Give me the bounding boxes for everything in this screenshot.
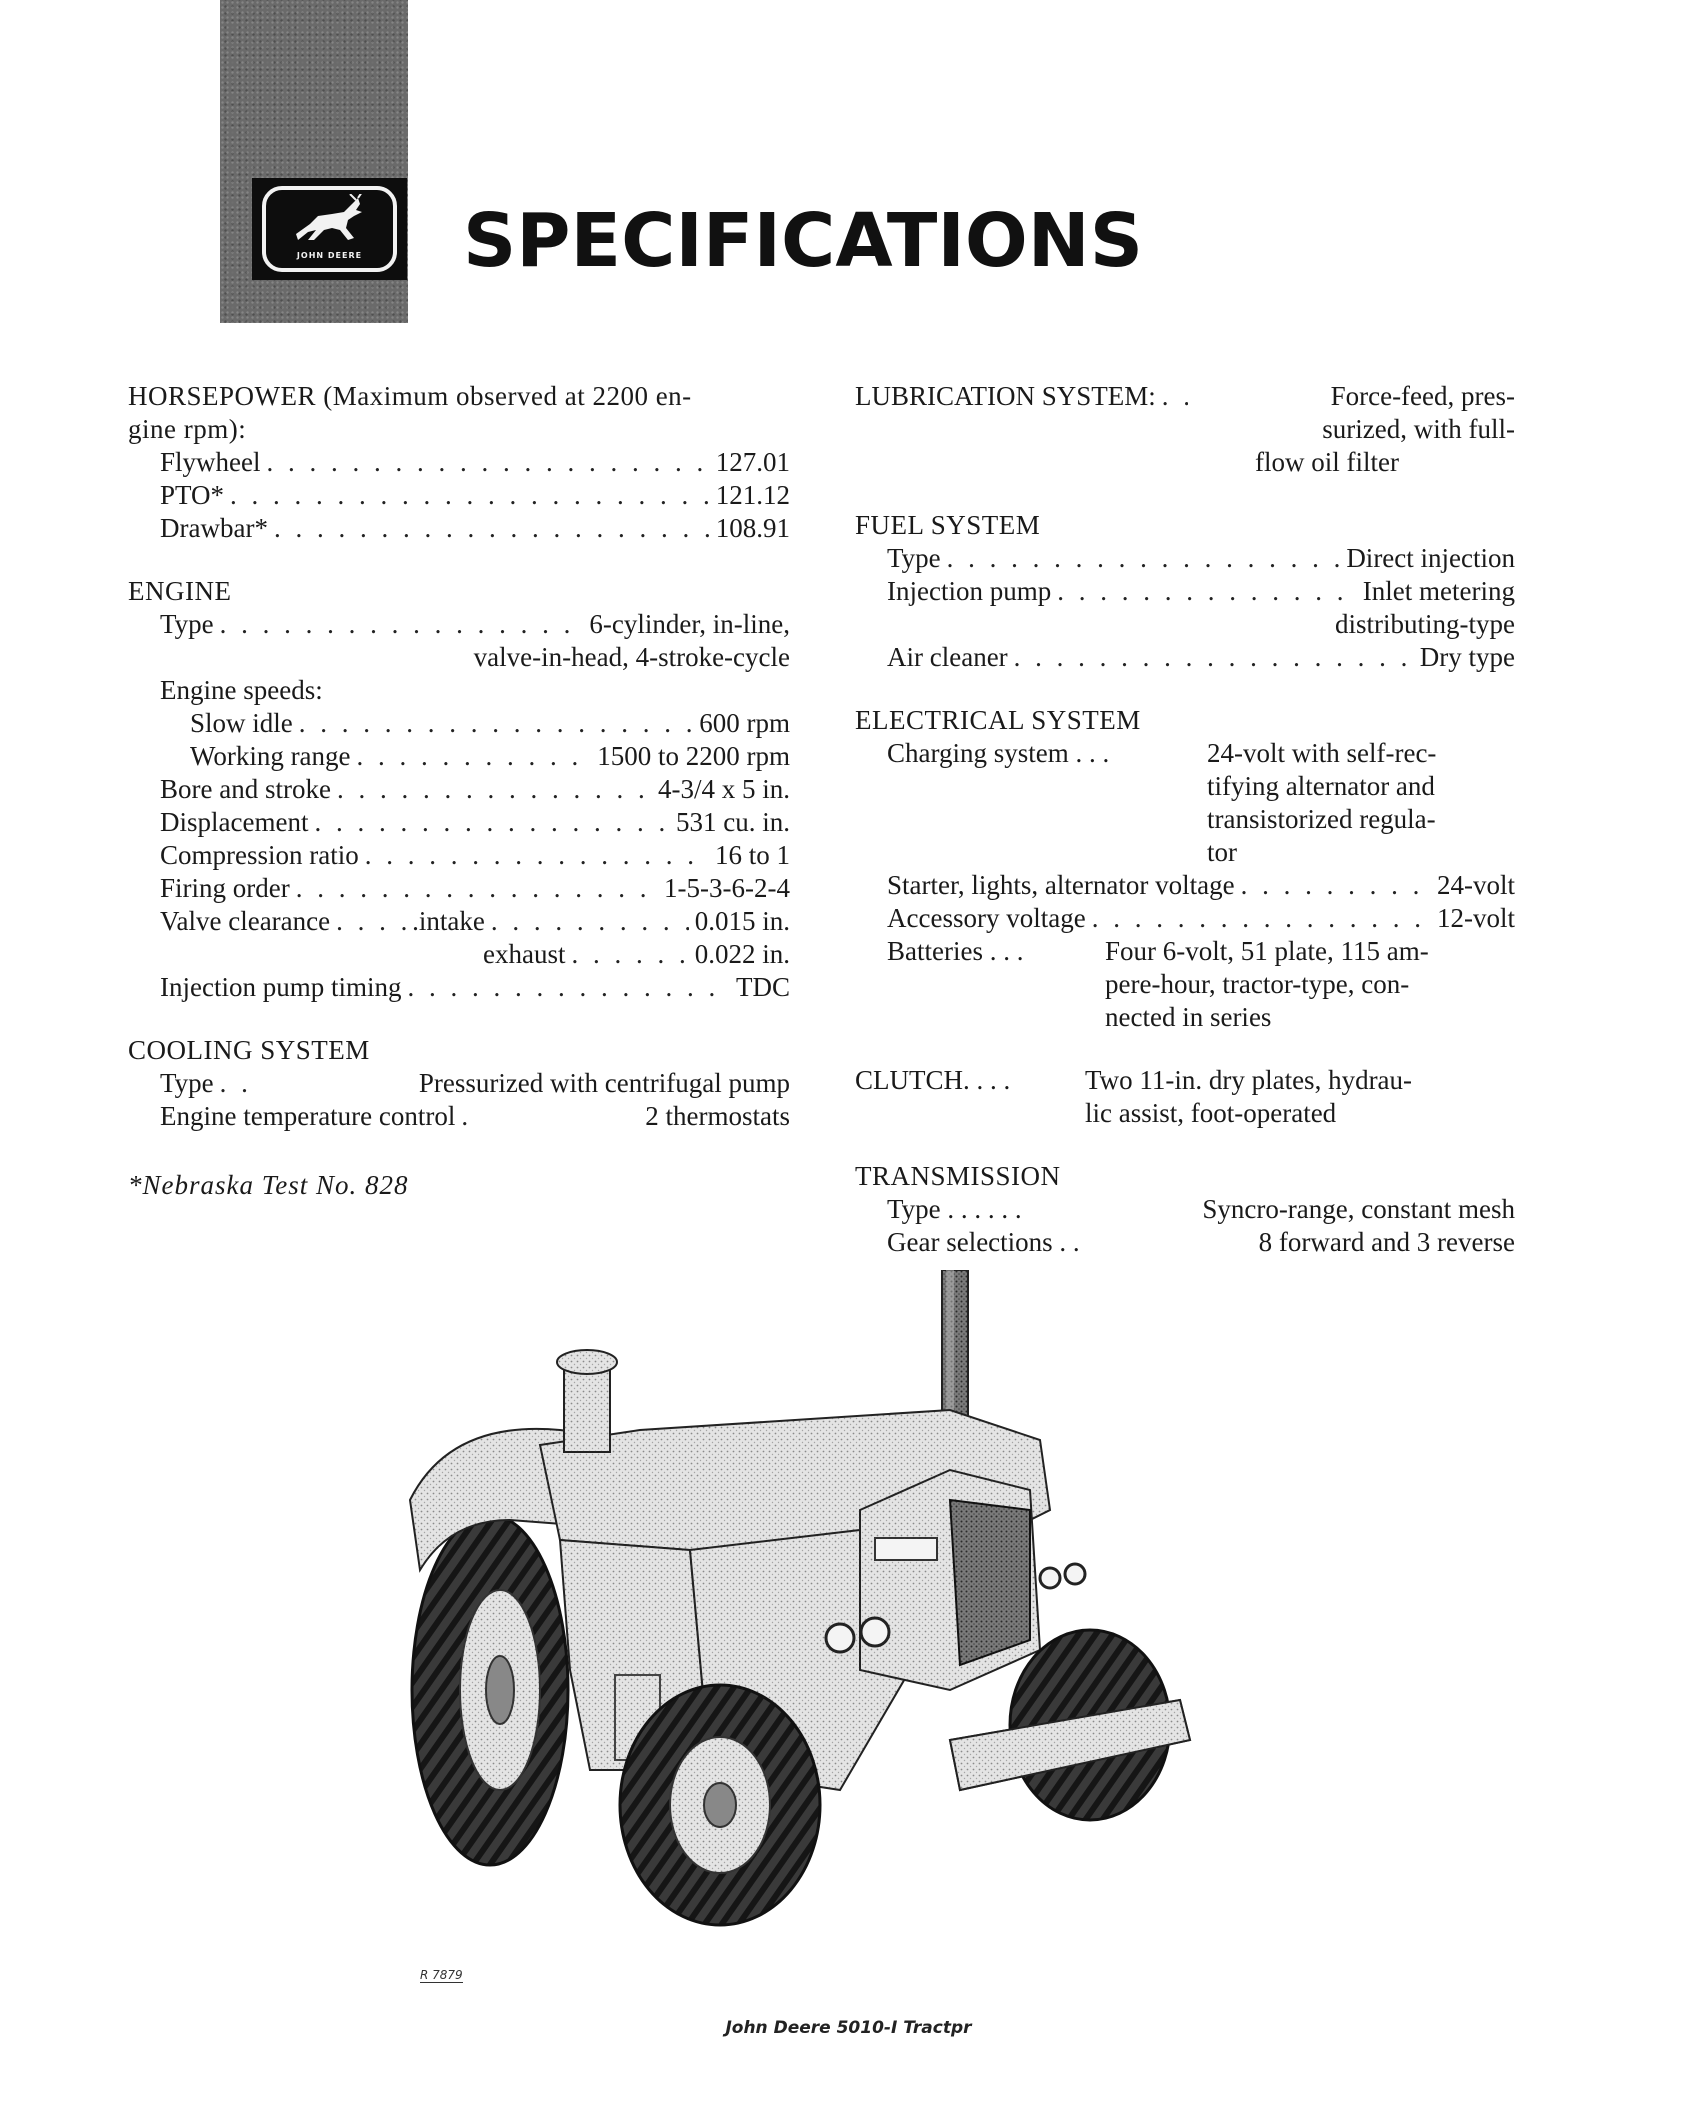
spec-value: 0.022 in.	[694, 939, 790, 969]
clutch-section	[855, 1064, 1515, 1130]
transmission-section	[855, 1160, 1515, 1259]
spec-value: 1-5-3-6-2-4	[664, 873, 790, 903]
fuel-type-row	[855, 542, 1515, 575]
spec-value: 121.12	[715, 480, 790, 510]
fuel-section	[855, 509, 1515, 674]
gear-selections-row	[855, 1226, 1515, 1259]
tractor-illustration	[390, 1270, 1250, 1970]
engine-section	[128, 575, 790, 1004]
clutch-value	[1085, 1064, 1412, 1130]
charging-system-row	[855, 737, 1515, 869]
transmission-heading: TRANSMISSION	[855, 1161, 1061, 1191]
spec-label: Type	[160, 1068, 214, 1098]
drawbar-row	[128, 512, 790, 545]
engine-type-row	[128, 608, 790, 641]
leader-dots	[314, 806, 670, 839]
spec-value: Force-feed, pres-	[1330, 381, 1515, 411]
page-title: SPECIFICATIONS	[463, 198, 1143, 284]
displacement-row	[128, 806, 790, 839]
accessory-voltage-row	[855, 902, 1515, 935]
spec-label: Slow idle	[190, 708, 293, 738]
spec-label: Accessory voltage	[887, 903, 1086, 933]
spec-value: Direct injection	[1346, 543, 1515, 573]
leader-dots	[491, 905, 689, 938]
electrical-section	[855, 704, 1515, 1034]
spec-value: Syncro-range, constant mesh	[1202, 1194, 1515, 1224]
spec-label: Batteries . . .	[887, 936, 1024, 966]
spec-value: TDC	[736, 972, 790, 1002]
leader-dots	[1241, 869, 1431, 902]
leader-dots	[274, 512, 710, 545]
spec-label: Bore and stroke	[160, 774, 331, 804]
spec-label: Type . . . . . .	[887, 1194, 1022, 1224]
logo-frame	[262, 186, 397, 272]
spec-label: Firing order	[160, 873, 290, 903]
spec-value: 531 cu. in.	[676, 807, 790, 837]
lubrication-section	[855, 380, 1515, 479]
spec-value: 24-volt with self-rec-	[1207, 738, 1437, 768]
transmission-type-row	[855, 1193, 1515, 1226]
working-range-row	[128, 740, 790, 773]
clutch-heading: CLUTCH. . . .	[855, 1065, 1011, 1095]
leader-dots	[1162, 380, 1188, 413]
spec-value: pere-hour, tractor-type, con-	[1105, 969, 1410, 999]
spec-label: Compression ratio	[160, 840, 359, 870]
air-cleaner-row	[855, 641, 1515, 674]
compression-row	[128, 839, 790, 872]
flywheel-row	[128, 446, 790, 479]
spec-label: Working range	[190, 741, 351, 771]
electrical-heading: ELECTRICAL SYSTEM	[855, 705, 1141, 735]
leader-dots	[267, 446, 710, 479]
spec-label: Air cleaner	[887, 642, 1008, 672]
left-spec-column	[128, 380, 790, 1163]
spec-value: Pressurized with centrifugal pump	[418, 1068, 790, 1098]
lubrication-heading: LUBRICATION SYSTEM:	[855, 381, 1156, 411]
nebraska-test-footnote: *Nebraska Test No. 828	[128, 1170, 409, 1200]
slow-idle-row	[128, 707, 790, 740]
spec-value: Four 6-volt, 51 plate, 115 am-	[1105, 936, 1429, 966]
spec-value: Two 11-in. dry plates, hydrau-	[1085, 1065, 1413, 1095]
figure-caption: John Deere 5010-I Tractpr	[725, 2018, 972, 2038]
spec-label: Type	[887, 543, 941, 573]
john-deere-logo	[252, 178, 407, 280]
engine-type-cont: valve-in-head, 4-stroke-cycle	[473, 642, 790, 672]
spec-value: 4-3/4 x 5 in.	[658, 774, 790, 804]
temperature-control-row	[128, 1100, 790, 1133]
spec-label: Drawbar*	[160, 513, 268, 543]
cooling-heading: COOLING SYSTEM	[128, 1035, 370, 1065]
pump-timing-row	[128, 971, 790, 1004]
spec-label: Flywheel	[160, 447, 261, 477]
horsepower-heading-cont: gine rpm):	[128, 414, 247, 444]
cooling-type-row	[128, 1067, 790, 1100]
spec-label: Engine temperature control	[160, 1101, 456, 1131]
batteries-value	[1105, 935, 1429, 1034]
valve-exhaust-row	[128, 938, 790, 971]
horsepower-section	[128, 380, 790, 545]
valve-intake-row	[128, 905, 790, 938]
spec-label: Injection pump	[887, 576, 1052, 606]
leader-dots	[1014, 641, 1414, 674]
horsepower-heading: HORSEPOWER (Maximum observed at 2200 en-	[128, 381, 692, 411]
spec-value: tor	[1207, 837, 1237, 867]
spec-value: 2 thermostats	[645, 1101, 790, 1131]
leaping-deer-icon	[288, 194, 378, 250]
spec-label: PTO*	[160, 480, 225, 510]
spec-value: 8 forward and 3 reverse	[1258, 1227, 1515, 1257]
firing-order-row	[128, 872, 790, 905]
spec-value: lic assist, foot-operated	[1085, 1098, 1337, 1128]
spec-sublabel: .intake	[412, 906, 485, 936]
leader-dots	[407, 971, 730, 1004]
spec-value: 6-cylinder, in-line,	[589, 609, 790, 639]
leader-dots	[336, 905, 406, 938]
leader-dots	[571, 938, 688, 971]
spec-value: transistorized regula-	[1207, 804, 1436, 834]
starter-voltage-row	[855, 869, 1515, 902]
leader-dots	[357, 740, 592, 773]
spec-value: nected in series	[1105, 1002, 1272, 1032]
lubrication-cont: flow oil filter	[1255, 447, 1399, 477]
spec-label: Starter, lights, alternator voltage	[887, 870, 1235, 900]
leader-dots	[1057, 575, 1357, 608]
spec-label: Injection pump timing	[160, 972, 402, 1002]
spec-value: 16 to 1	[714, 840, 790, 870]
spec-value: 1500 to 2200 rpm	[597, 741, 790, 771]
leader-dots	[220, 608, 584, 641]
injection-pump-cont: distributing-type	[1335, 609, 1515, 639]
spec-value: 0.015 in.	[694, 906, 790, 936]
leader-dots	[1092, 902, 1431, 935]
leader-dots	[230, 479, 710, 512]
leader-dots	[299, 707, 693, 740]
spec-sublabel: exhaust	[483, 939, 566, 969]
spec-label: Displacement	[160, 807, 309, 837]
lubrication-row	[855, 380, 1515, 413]
spec-value: 12-volt	[1437, 903, 1515, 933]
logo-text: JOHN DEERE	[296, 251, 363, 260]
spec-label: Charging system . . .	[887, 738, 1110, 768]
cooling-section	[128, 1034, 790, 1133]
spec-value: 600 rpm	[699, 708, 790, 738]
spec-label: Type	[160, 609, 214, 639]
leader-dots	[947, 542, 1341, 575]
spec-value: 108.91	[715, 513, 790, 543]
injection-pump-row	[855, 575, 1515, 608]
spec-value: Inlet metering	[1362, 576, 1515, 606]
spec-value: 127.01	[715, 447, 790, 477]
charging-system-value	[1207, 737, 1436, 869]
batteries-row	[855, 935, 1515, 1034]
engine-heading: ENGINE	[128, 576, 232, 606]
spec-value: tifying alternator and	[1207, 771, 1435, 801]
clutch-row	[855, 1064, 1515, 1130]
leader-dots	[461, 1100, 481, 1133]
leader-dots	[220, 1067, 260, 1100]
pto-row	[128, 479, 790, 512]
fuel-heading: FUEL SYSTEM	[855, 510, 1041, 540]
right-spec-column	[855, 380, 1515, 1289]
spec-label: Gear selections . .	[887, 1227, 1080, 1257]
spec-value: 24-volt	[1437, 870, 1515, 900]
leader-dots	[365, 839, 709, 872]
leader-dots	[337, 773, 652, 806]
leader-dots	[296, 872, 658, 905]
bore-stroke-row	[128, 773, 790, 806]
spec-label: Valve clearance	[160, 906, 331, 936]
spec-value: Dry type	[1419, 642, 1515, 672]
figure-number: R 7879	[420, 1968, 463, 1982]
lubrication-cont: surized, with full-	[1322, 414, 1515, 444]
engine-speeds-label: Engine speeds:	[160, 675, 323, 705]
